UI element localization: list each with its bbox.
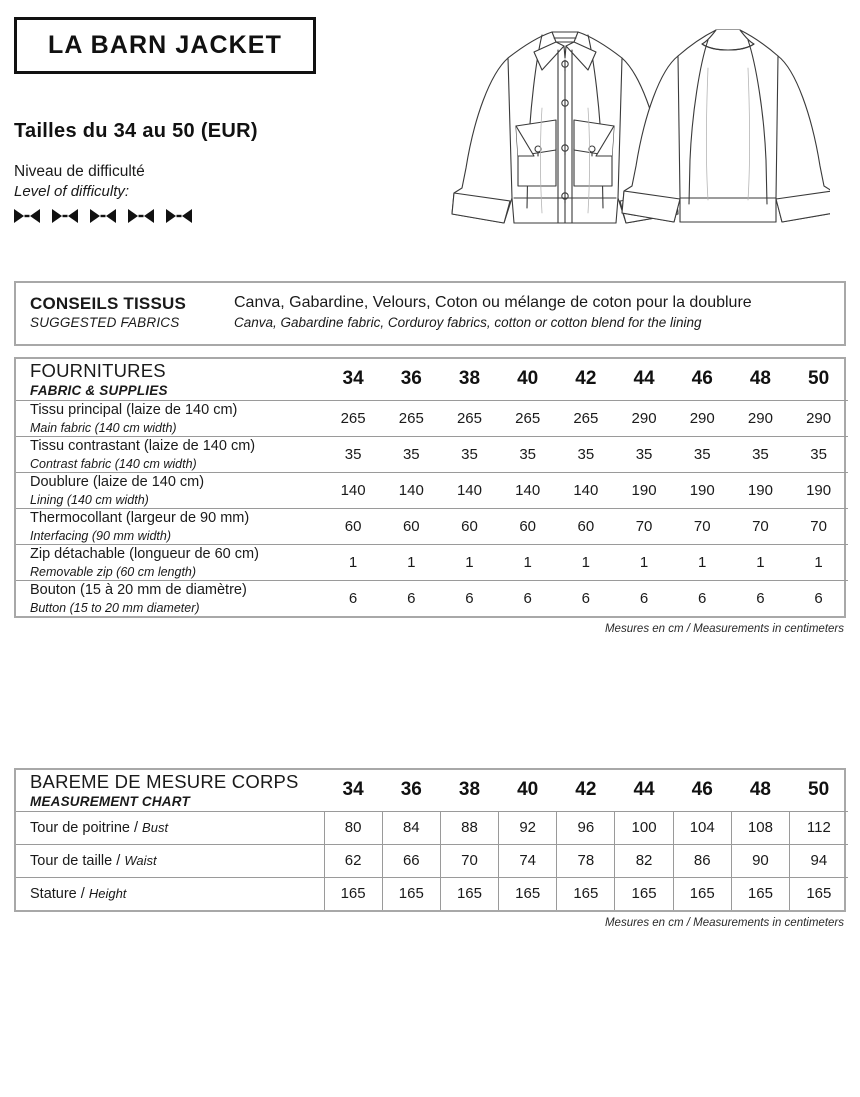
measurement-cell: 96 <box>557 811 615 844</box>
suggested-fabrics-label-en: SUGGESTED FABRICS <box>30 315 180 331</box>
measurement-cell: 165 <box>731 877 789 910</box>
measurement-cell: 108 <box>731 811 789 844</box>
measurement-cell: 94 <box>790 844 848 877</box>
supplies-row-label-fr: Doublure (laize de 140 cm) <box>30 473 205 490</box>
measurement-cell: 165 <box>382 877 440 910</box>
supplies-row-label-fr: Bouton (15 à 20 mm de diamètre) <box>30 582 247 599</box>
measurement-size-header: 46 <box>691 779 713 801</box>
supplies-row-label-en: Contrast fabric (140 cm width) <box>30 456 197 471</box>
supplies-cell: 35 <box>382 436 440 472</box>
measurement-size-header: 50 <box>808 779 830 801</box>
measurement-size-header: 34 <box>342 779 364 801</box>
supplies-cell: 1 <box>557 545 615 581</box>
measurement-cell: 86 <box>673 844 731 877</box>
supplies-cell: 70 <box>615 508 673 544</box>
supplies-size-header: 42 <box>575 368 597 390</box>
measurement-cell: 165 <box>324 877 382 910</box>
measurement-size-header: 42 <box>575 779 597 801</box>
supplies-cell: 140 <box>557 472 615 508</box>
supplies-size-header: 44 <box>633 368 655 390</box>
measurement-section <box>14 768 846 929</box>
measurement-cell: 62 <box>324 844 382 877</box>
measurement-cell: 88 <box>440 811 498 844</box>
supplies-cell: 1 <box>499 545 557 581</box>
difficulty-label-fr: Niveau de difficulté <box>14 163 145 180</box>
table-row <box>16 844 848 877</box>
supplies-cell: 6 <box>382 581 440 617</box>
size-range-label: Tailles du 34 au 50 (EUR) <box>14 120 258 142</box>
supplies-cell: 265 <box>382 400 440 436</box>
measurement-size-header: 40 <box>517 779 539 801</box>
measurement-cell: 92 <box>499 811 557 844</box>
measurement-header-label <box>16 770 324 811</box>
suggested-fabrics-value <box>234 293 764 332</box>
supplies-cell: 6 <box>731 581 789 617</box>
measurement-size-header: 36 <box>400 779 422 801</box>
supplies-cell: 35 <box>324 436 382 472</box>
measurement-row-label-en: Height <box>88 885 127 901</box>
supplies-cell: 140 <box>324 472 382 508</box>
measurement-cell: 74 <box>499 844 557 877</box>
page-title: LA BARN JACKET <box>48 31 282 59</box>
supplies-row-label-en: Main fabric (140 cm width) <box>30 420 177 435</box>
supplies-row-label <box>16 581 324 617</box>
measurement-row-label <box>16 877 324 910</box>
table-row <box>16 545 848 581</box>
measurement-row-label-en: Bust <box>142 819 169 835</box>
suggested-fabrics-table <box>14 281 846 346</box>
supplies-cell: 1 <box>615 545 673 581</box>
supplies-cell: 60 <box>499 508 557 544</box>
supplies-cell: 60 <box>440 508 498 544</box>
page-header <box>0 0 860 265</box>
supplies-row-label-en: Interfacing (90 mm width) <box>30 528 172 543</box>
supplies-footnote: Mesures en cm / Measurements in centimeters <box>604 623 844 636</box>
supplies-cell: 1 <box>324 545 382 581</box>
supplies-cell: 1 <box>673 545 731 581</box>
supplies-row-label-fr: Zip détachable (longueur de 60 cm) <box>30 546 259 563</box>
measurement-header-label-en: MEASUREMENT CHART <box>30 794 190 810</box>
bowtie-icon <box>14 208 40 224</box>
bowtie-icon <box>166 208 192 224</box>
supplies-cell: 140 <box>382 472 440 508</box>
bowtie-icon <box>90 208 116 224</box>
supplies-cell: 60 <box>382 508 440 544</box>
supplies-cell: 6 <box>499 581 557 617</box>
supplies-cell: 1 <box>440 545 498 581</box>
table-row <box>16 472 848 508</box>
supplies-row-label <box>16 508 324 544</box>
supplies-header-row <box>16 359 848 400</box>
supplies-row-label-fr: Tissu contrastant (laize de 140 cm) <box>30 437 256 454</box>
measurement-cell: 165 <box>615 877 673 910</box>
supplies-cell: 265 <box>499 400 557 436</box>
measurement-size-header: 44 <box>633 779 655 801</box>
page-title-box <box>14 17 316 74</box>
supplies-cell: 140 <box>499 472 557 508</box>
supplies-cell: 35 <box>557 436 615 472</box>
jacket-back-technical-drawing <box>622 30 830 222</box>
supplies-cell: 6 <box>440 581 498 617</box>
table-row <box>16 436 848 472</box>
measurement-cell: 100 <box>615 811 673 844</box>
supplies-cell: 265 <box>440 400 498 436</box>
measurement-table <box>16 770 848 910</box>
supplies-cell: 6 <box>673 581 731 617</box>
supplies-cell: 35 <box>499 436 557 472</box>
supplies-cell: 6 <box>324 581 382 617</box>
supplies-cell: 190 <box>673 472 731 508</box>
supplies-row-label-en: Button (15 to 20 mm diameter) <box>30 600 200 615</box>
supplies-cell: 290 <box>615 400 673 436</box>
supplies-cell: 265 <box>324 400 382 436</box>
supplies-size-header: 40 <box>517 368 539 390</box>
measurement-row-label <box>16 844 324 877</box>
table-row <box>16 581 848 617</box>
measurement-cell: 84 <box>382 811 440 844</box>
supplies-cell: 35 <box>615 436 673 472</box>
supplies-row-label <box>16 545 324 581</box>
table-row <box>16 877 848 910</box>
table-row <box>16 508 848 544</box>
technical-drawings <box>430 8 830 240</box>
suggested-fabrics-value-en: Canva, Gabardine fabric, Corduroy fabrics, cotton or cotton blend for the lining <box>234 314 702 330</box>
supplies-table <box>16 359 848 616</box>
measurement-cell: 165 <box>790 877 848 910</box>
supplies-cell: 1 <box>731 545 789 581</box>
supplies-row-label-fr: Tissu principal (laize de 140 cm) <box>30 401 238 418</box>
measurement-size-header: 38 <box>458 779 481 801</box>
measurement-row-label-en: Waist <box>124 852 157 868</box>
supplies-cell: 70 <box>731 508 789 544</box>
supplies-cell: 290 <box>790 400 848 436</box>
suggested-fabrics-label <box>16 293 234 332</box>
supplies-row-label <box>16 400 324 436</box>
supplies-cell: 35 <box>673 436 731 472</box>
supplies-cell: 1 <box>382 545 440 581</box>
supplies-header-label-en: FABRIC & SUPPLIES <box>30 383 168 399</box>
supplies-size-header: 48 <box>749 368 771 390</box>
measurement-cell: 82 <box>615 844 673 877</box>
supplies-row-label <box>16 436 324 472</box>
supplies-cell: 190 <box>731 472 789 508</box>
difficulty-label-en: Level of difficulty: <box>14 183 130 200</box>
supplies-cell: 1 <box>790 545 848 581</box>
supplies-cell: 6 <box>557 581 615 617</box>
measurement-cell: 112 <box>790 811 848 844</box>
measurement-cell: 70 <box>440 844 498 877</box>
measurement-cell: 165 <box>440 877 498 910</box>
measurement-header-row <box>16 770 848 811</box>
bowtie-icon <box>128 208 154 224</box>
supplies-cell: 190 <box>790 472 848 508</box>
suggested-fabrics-label-fr: CONSEILS TISSUS <box>30 294 187 313</box>
measurement-row-label-fr: Tour de poitrine / <box>30 819 143 836</box>
supplies-cell: 60 <box>557 508 615 544</box>
measurement-cell: 165 <box>499 877 557 910</box>
supplies-cell: 6 <box>790 581 848 617</box>
measurement-cell: 165 <box>557 877 615 910</box>
supplies-cell: 265 <box>557 400 615 436</box>
supplies-section <box>14 357 846 635</box>
measurement-footnote: Mesures en cm / Measurements in centimeters <box>604 917 844 930</box>
supplies-cell: 290 <box>673 400 731 436</box>
measurement-size-header: 48 <box>749 779 771 801</box>
supplies-cell: 6 <box>615 581 673 617</box>
supplies-header-label <box>16 359 324 400</box>
difficulty-rating <box>14 208 192 224</box>
supplies-size-header: 46 <box>691 368 713 390</box>
supplies-row-label-en: Lining (140 cm width) <box>30 492 149 507</box>
supplies-cell: 60 <box>324 508 382 544</box>
supplies-cell: 70 <box>790 508 848 544</box>
suggested-fabrics-value-fr: Canva, Gabardine, Velours, Coton ou mélange de coton pour la doublure <box>234 294 752 311</box>
measurement-cell: 80 <box>324 811 382 844</box>
supplies-size-header: 38 <box>458 368 481 390</box>
supplies-row-label-fr: Thermocollant (largeur de 90 mm) <box>30 509 250 526</box>
supplies-size-header: 34 <box>342 368 364 390</box>
bowtie-icon <box>52 208 78 224</box>
supplies-cell: 35 <box>440 436 498 472</box>
supplies-cell: 190 <box>615 472 673 508</box>
measurement-row-label <box>16 811 324 844</box>
supplies-cell: 140 <box>440 472 498 508</box>
supplies-cell: 35 <box>790 436 848 472</box>
supplies-header-label-fr: FOURNITURES <box>30 360 166 381</box>
supplies-size-header: 50 <box>808 368 830 390</box>
supplies-cell: 70 <box>673 508 731 544</box>
measurement-cell: 104 <box>673 811 731 844</box>
measurement-cell: 66 <box>382 844 440 877</box>
supplies-row-label <box>16 472 324 508</box>
measurement-cell: 78 <box>557 844 615 877</box>
measurement-cell: 90 <box>731 844 789 877</box>
supplies-row-label-en: Removable zip (60 cm length) <box>30 564 197 579</box>
supplies-cell: 290 <box>731 400 789 436</box>
measurement-cell: 165 <box>673 877 731 910</box>
supplies-size-header: 36 <box>400 368 422 390</box>
measurement-header-label-fr: BAREME DE MESURE CORPS <box>30 771 299 792</box>
supplies-cell: 35 <box>731 436 789 472</box>
table-row <box>16 811 848 844</box>
measurement-row-label-fr: Tour de taille / <box>30 852 125 869</box>
table-row <box>16 400 848 436</box>
measurement-row-label-fr: Stature / <box>30 885 89 902</box>
